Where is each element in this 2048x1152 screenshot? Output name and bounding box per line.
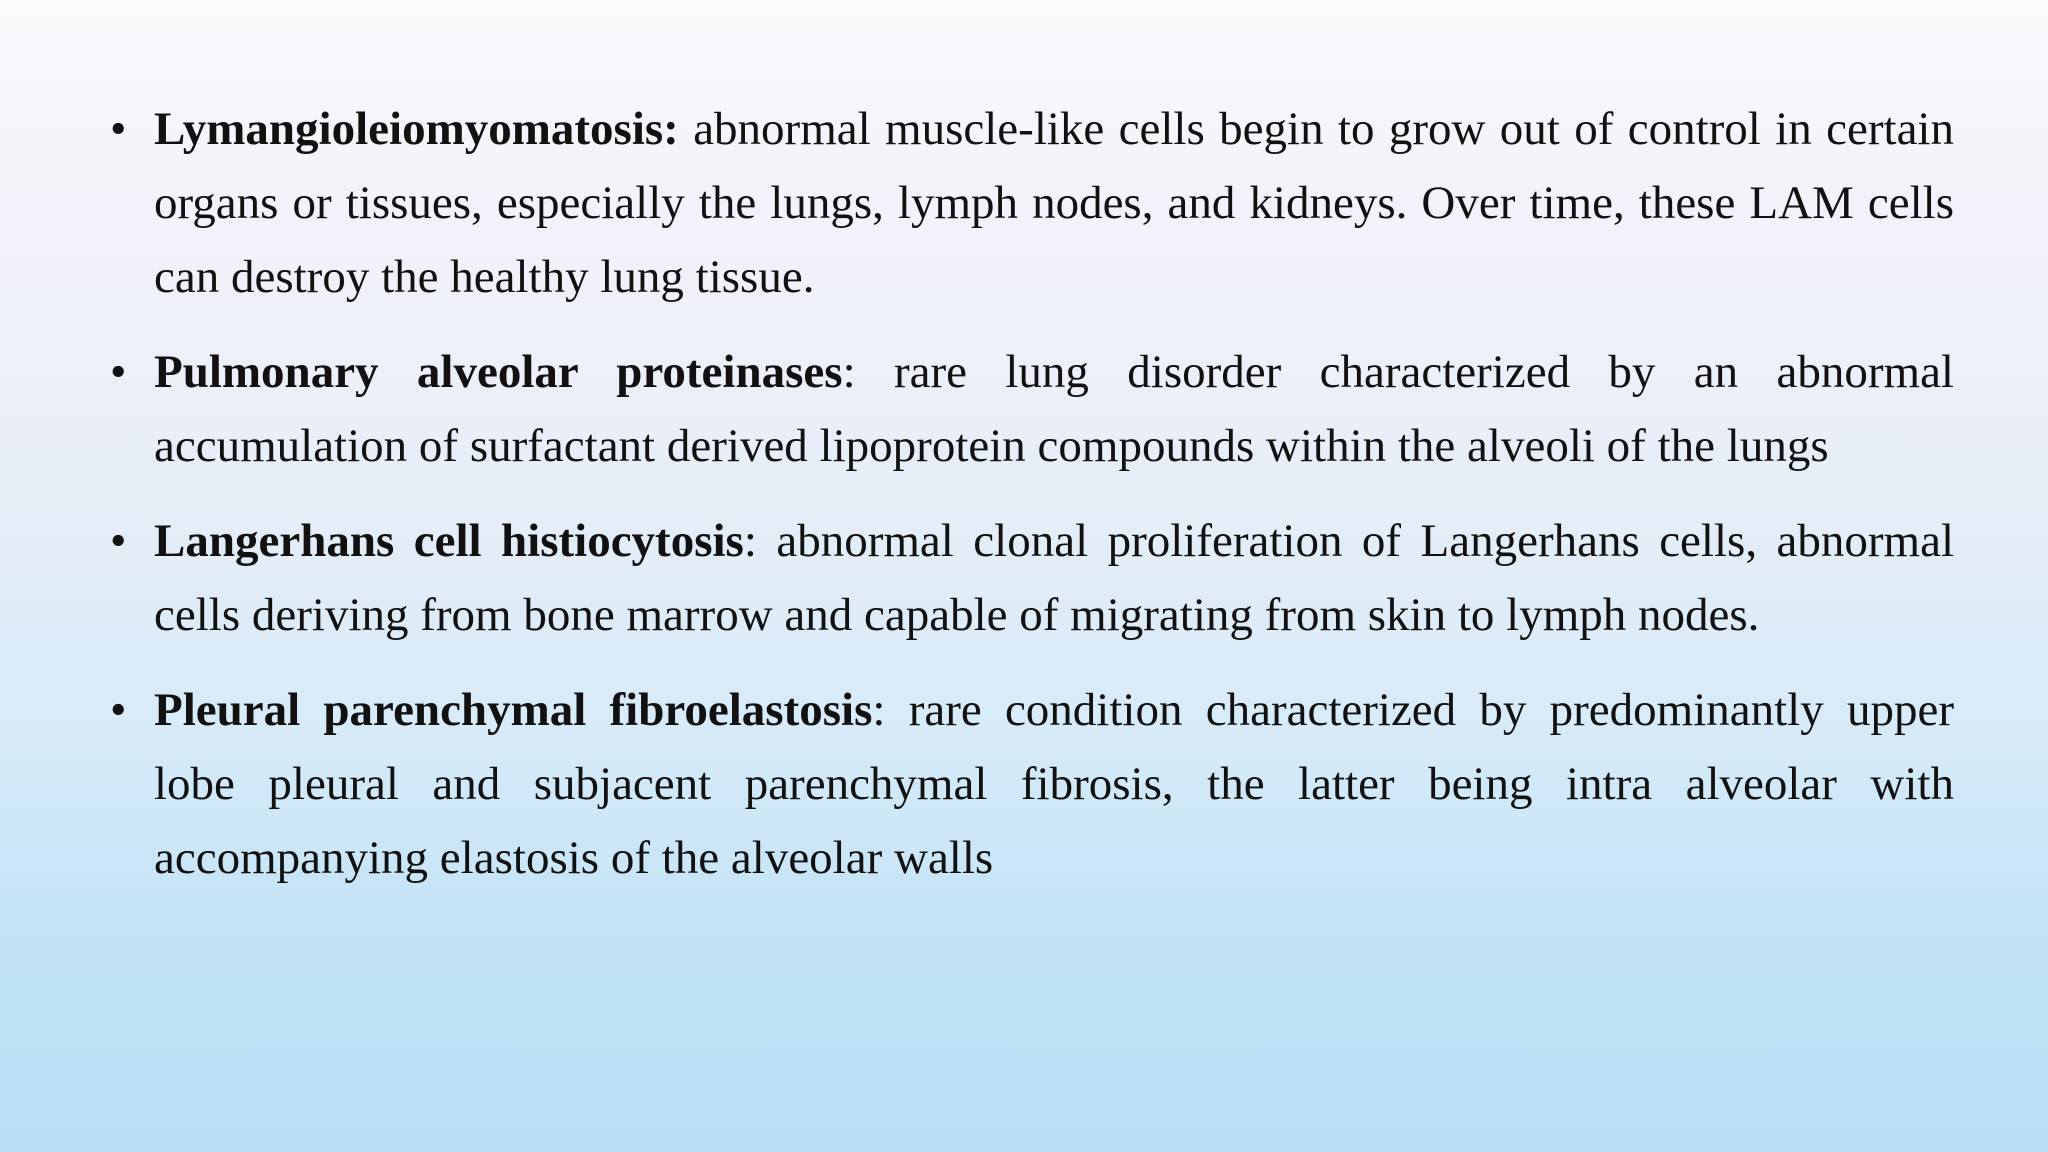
term-label: Lymangioleiomyomatosis: [154,103,679,155]
bullet-item-pulmonary-alveolar-proteinases [110,335,1954,483]
term-description: abnormal muscle-like cells begin to grow out of control in certain organs or tissues, especially the lungs, lymph nodes, and kidneys. Over time, these LAM cells can destroy the healthy lung tissue. [154,103,1954,303]
term-separator: : [743,515,757,567]
bullet-icon: • [110,103,127,155]
term-label: Pleural parenchymal fibroelastosis [154,684,873,736]
term-description: rare condition characterized by predominantly upper lobe pleural and subjacent parenchymal fibrosis, the latter being intra alveolar with accompanying elastosis of the alveolar walls [154,684,1954,884]
bullet-list [110,92,1954,916]
bullet-item-pleural-parenchymal-fibroelastosis [110,673,1954,895]
bullet-icon: • [110,515,127,567]
term-description: abnormal clonal proliferation of Langerhans cells, abnormal cells deriving from bone marrow and capable of migrating from skin to lymph nodes. [154,515,1954,641]
term-description: rare lung disorder characterized by an abnormal accumulation of surfactant derived lipoprotein compounds within the alveoli of the lungs [154,346,1954,472]
term-label: Pulmonary alveolar proteinases [154,346,843,398]
bullet-icon: • [110,346,127,398]
term-label: Langerhans cell histiocytosis [154,515,744,567]
bullet-item-lymangioleiomyomatosis [110,92,1954,314]
term-separator: : [872,684,886,736]
bullet-icon: • [110,684,127,736]
bullet-item-langerhans-cell-histiocytosis [110,504,1954,652]
term-separator: : [842,346,856,398]
